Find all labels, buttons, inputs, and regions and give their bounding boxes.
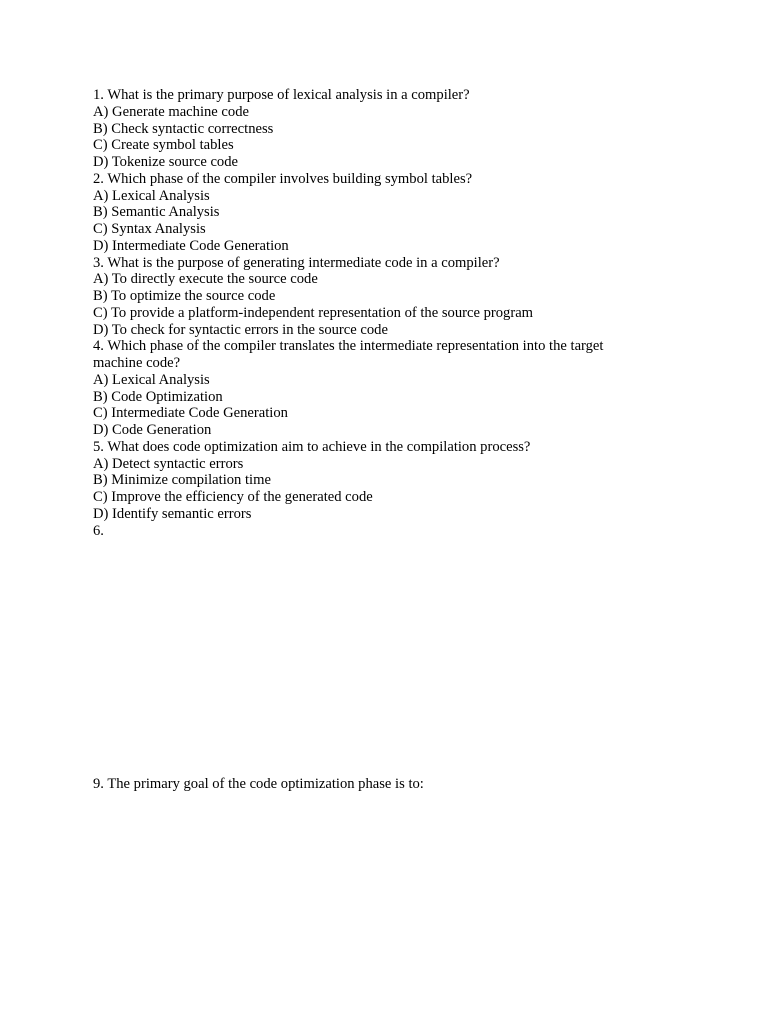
question-4-text: 4. Which phase of the compiler translates the intermediate representation into the target machine code? xyxy=(93,338,604,371)
question-4-option-a: A) Lexical Analysis xyxy=(93,371,210,388)
question-3-option-d: D) To check for syntactic errors in the source code xyxy=(93,321,388,338)
question-1-option-d: D) Tokenize source code xyxy=(93,154,238,170)
question-1-text: 1. What is the primary purpose of lexical analysis in a compiler? xyxy=(93,87,470,103)
question-5-option-c: C) Improve the efficiency of the generated code xyxy=(93,489,373,505)
question-3-option-b: B) To optimize the source code xyxy=(93,288,276,304)
question-5-option-a: A) Detect syntactic errors xyxy=(93,455,244,472)
question-1-option-c: C) Create symbol tables xyxy=(93,137,234,154)
question-4-option-d: D) Code Generation xyxy=(93,422,212,438)
question-3-text: 3. What is the purpose of generating intermediate code in a compiler? xyxy=(93,254,500,271)
question-3-option-c: C) To provide a platform-independent representation of the source program xyxy=(93,304,534,321)
question-2-option-a: A) Lexical Analysis xyxy=(93,187,210,204)
question-2-text: 2. Which phase of the compiler involves building symbol tables? xyxy=(93,170,473,187)
question-5-option-d: D) Identify semantic errors xyxy=(93,505,252,522)
quiz-block xyxy=(93,87,653,539)
question-9-text: 9. The primary goal of the code optimization phase is to: xyxy=(93,776,424,792)
question-6-label: 6. xyxy=(93,522,104,539)
question-4-option-b: B) Code Optimization xyxy=(93,388,223,405)
question-1-option-a: A) Generate machine code xyxy=(93,103,249,120)
question-1-option-b: B) Check syntactic correctness xyxy=(93,120,274,137)
question-5-option-b: B) Minimize compilation time xyxy=(93,472,271,489)
question-2-option-d: D) Intermediate Code Generation xyxy=(93,237,289,254)
question-2-option-c: C) Syntax Analysis xyxy=(93,221,206,237)
quiz-block-continued xyxy=(93,776,653,793)
question-2-option-b: B) Semantic Analysis xyxy=(93,204,220,221)
question-5-text: 5. What does code optimization aim to achieve in the compilation process? xyxy=(93,438,531,455)
question-4-option-c: C) Intermediate Code Generation xyxy=(93,405,288,422)
question-3-option-a: A) To directly execute the source code xyxy=(93,271,318,288)
